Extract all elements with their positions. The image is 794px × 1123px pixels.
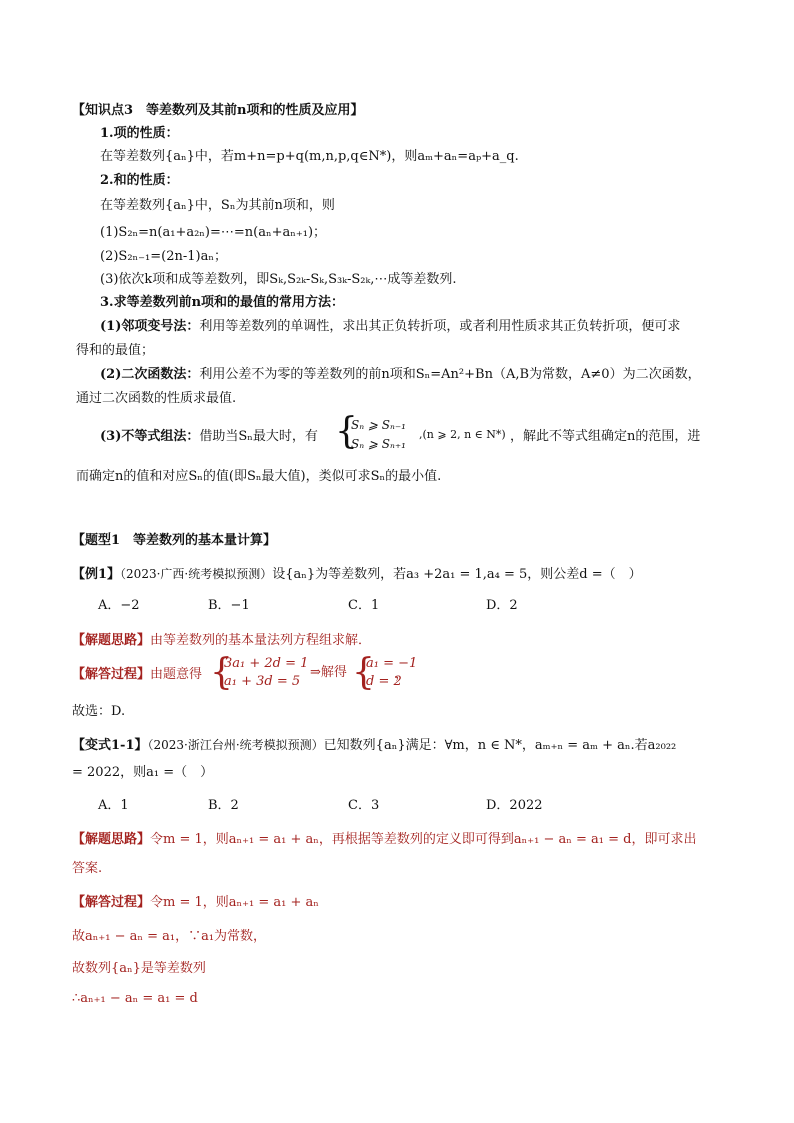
example1-option-c: C．1: [348, 598, 380, 613]
variant11-question: [72, 736, 676, 755]
example1-option-b: B．−1: [208, 598, 250, 613]
example1-answer: 故选：D.: [72, 704, 126, 719]
example1-idea-text: 由等差数列的基本量法列方程组求解．: [150, 633, 372, 648]
system-line-2: Sₙ ⩾ Sₙ₊₁: [351, 437, 406, 451]
example1-label: 【例1】: [72, 567, 121, 582]
method-1: [100, 318, 680, 336]
variant11-option-c: C．3: [348, 798, 380, 813]
item-property-title: 1.项的性质：: [100, 126, 179, 141]
example1-process: [72, 666, 202, 684]
sum-property-title: 2.和的性质：: [100, 173, 179, 188]
example1-idea: [72, 632, 371, 650]
item-property-body: 在等差数列{aₙ}中，若m+n=p+q(m,n,p,q∈N*)，则aₘ+aₙ=aₚ+a_q.: [100, 149, 519, 164]
sum-property-2: (2)S₂ₙ₋₁=(2n-1)aₙ；: [100, 249, 227, 264]
system-condition: ,(n ⩾ 2, n ∈ N*): [419, 428, 506, 441]
example1-equation-systems: [210, 652, 418, 697]
method-2-text: 利用公差不为零的等差数列的前n项和Sₙ=An²+Bn（A,B为常数，A≠0）为二次函数，: [199, 367, 701, 382]
method-3-label: (3)不等式组法：: [100, 429, 200, 444]
type1-heading: 【题型1 等差数列的基本量计算】: [72, 533, 277, 548]
method-3-cont: 而确定n的值和对应Sₙ的值(即Sₙ最大值)，类似可求Sₙ的最小值.: [76, 469, 442, 484]
method-3-pre: 借助当Sₙ最大时，有: [199, 429, 318, 444]
example1-question: [72, 565, 642, 584]
example1-idea-label: 【解题思路】: [72, 633, 151, 648]
sum-property-intro: 在等差数列{aₙ}中，Sₙ为其前n项和，则: [100, 198, 335, 213]
variant11-process-text: 令m = 1，则aₙ₊₁ = a₁ + aₙ: [150, 895, 319, 910]
knowledge-heading: 【知识点3 等差数列及其前n项和的性质及应用】: [72, 103, 364, 118]
variant11-idea-label: 【解题思路】: [72, 832, 151, 847]
example1-option-a: A．−2: [98, 598, 140, 613]
variant11-option-b: B．2: [208, 798, 239, 813]
variant11-question-cont: = 2022，则a₁ =（ ）: [72, 765, 214, 780]
system-a-line-2: a₁ + 3d = 5: [224, 674, 301, 689]
sum-property-3: (3)依次k项和成等差数列，即Sₖ,S₂ₖ-Sₖ,S₃ₖ-S₂ₖ,⋯成等差数列.: [100, 272, 457, 287]
method-3-post: ，解此不等式组确定n的范围，进: [510, 429, 701, 444]
variant11-process-label: 【解答过程】: [72, 895, 151, 910]
brace-symbol: {: [210, 652, 233, 693]
variant11-process-line-2: 故aₙ₊₁ − aₙ = a₁，∵a₁为常数，: [72, 929, 267, 944]
system-line-1: Sₙ ⩾ Sₙ₋₁: [351, 418, 406, 432]
variant11-idea: [72, 831, 696, 849]
variant11-process: [72, 894, 319, 912]
method-2-label: (2)二次函数法：: [100, 367, 200, 382]
example1-process-end: ，: [395, 667, 409, 682]
brace-symbol: {: [335, 411, 358, 452]
variant11-source: （2023·浙江台州·统考模拟预测）: [147, 738, 324, 752]
variant11-question-text: 已知数列{aₙ}满足：∀m，n ∈ N*，aₘ₊ₙ = aₘ + aₙ.若a₂₀₂₂: [323, 738, 677, 753]
variant11-process-line-4: ∴aₙ₊₁ − aₙ = a₁ = d: [72, 991, 198, 1006]
system-b-line-1: a₁ = −1: [366, 656, 418, 671]
solve-arrow-text: ⇒解得: [310, 665, 347, 680]
variant11-idea-cont: 答案.: [72, 861, 103, 876]
method-1-label: (1)邻项变号法：: [100, 319, 200, 334]
example1-source: （2023·广西·统考模拟预测）: [120, 567, 273, 581]
system-a-line-1: 3a₁ + 2d = 1: [224, 656, 309, 671]
example1-process-pre: 由题意得: [150, 667, 203, 682]
sum-property-1: (1)S₂ₙ=n(a₁+a₂ₙ)=⋯=n(aₙ+aₙ₊₁)；: [100, 225, 327, 240]
method-2-cont: 通过二次函数的性质求最值.: [76, 391, 237, 406]
variant11-option-a: A．1: [98, 798, 129, 813]
example1-option-d: D．2: [486, 598, 518, 613]
variant11-idea-text: 令m = 1，则aₙ₊₁ = a₁ + aₙ，再根据等差数列的定义即可得到aₙ₊₁ − aₙ = a₁ = d，即可求出: [150, 832, 697, 847]
method-1-cont: 得和的最值；: [76, 343, 155, 358]
variant11-label: 【变式1-1】: [72, 738, 148, 753]
method-2: [100, 366, 701, 384]
variant11-option-d: D．2022: [486, 798, 543, 813]
method-3: [100, 428, 318, 446]
example1-question-text: 设{aₙ}为等差数列，若a₃ +2a₁ = 1,a₄ = 5，则公差d =（ ）: [272, 567, 642, 582]
method-title: 3.求等差数列前n项和的最值的常用方法：: [100, 295, 345, 310]
method-3-inequality-system: [335, 412, 525, 456]
method-1-text: 利用等差数列的单调性，求出其正负转折项，或者利用性质求其正负转折项，便可求: [199, 319, 681, 334]
variant11-process-line-3: 故数列{aₙ}是等差数列: [72, 961, 206, 976]
brace-symbol: {: [352, 652, 375, 693]
example1-process-label: 【解答过程】: [72, 667, 151, 682]
system-b-line-2: d = 2: [366, 674, 402, 689]
